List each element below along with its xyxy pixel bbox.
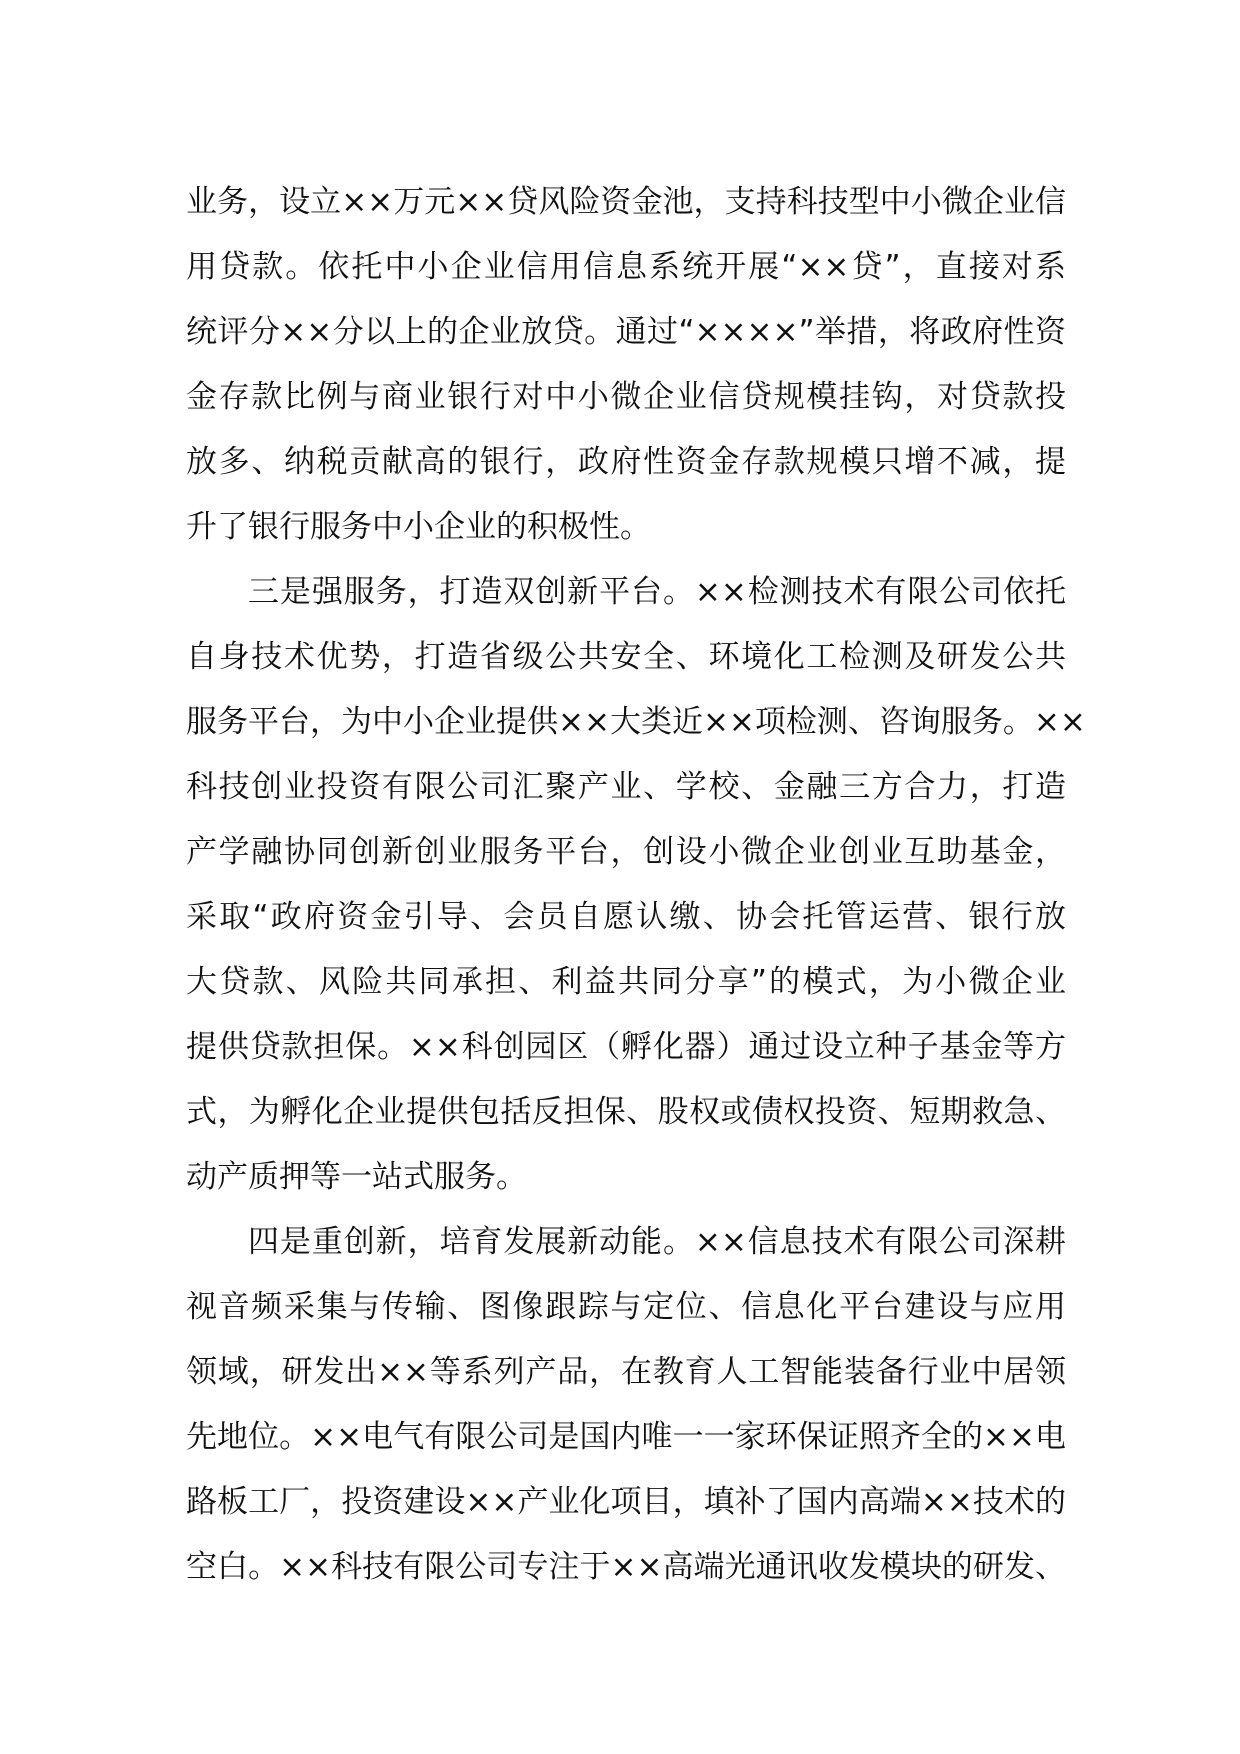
text-line: 动产质押等一站式服务。 bbox=[186, 1159, 527, 1195]
text-line: 业务，设立××万元××贷风险资金池，支持科技型中小微企业信 bbox=[186, 184, 1066, 220]
text-line: 金存款比例与商业银行对中小微企业信贷规模挂钩，对贷款投 bbox=[186, 379, 1066, 415]
paragraph-2 bbox=[186, 560, 1086, 1210]
text-line: 统评分××分以上的企业放贷。通过“××××”举措，将政府性资 bbox=[186, 314, 1066, 350]
text-line: 路板工厂，投资建设××产业化项目，填补了国内高端××技术的 bbox=[186, 1484, 1066, 1520]
text-line: 大贷款、风险共同承担、利益共同分享”的模式，为小微企业 bbox=[186, 964, 1066, 1000]
document-body bbox=[186, 170, 1086, 1600]
text-line: 四是重创新，培育发展新动能。××信息技术有限公司深耕 bbox=[248, 1224, 1066, 1260]
text-line: 式，为孵化企业提供包括反担保、股权或债权投资、短期救急、 bbox=[186, 1094, 1066, 1130]
text-line: 服务平台，为中小企业提供××大类近××项检测、咨询服务。×× bbox=[186, 704, 1086, 740]
text-line: 先地位。××电气有限公司是国内唯一一家环保证照齐全的××电 bbox=[186, 1419, 1066, 1455]
text-line: 产学融协同创新创业服务平台，创设小微企业创业互助基金， bbox=[186, 834, 1066, 870]
text-line: 升了银行服务中小企业的积极性。 bbox=[186, 509, 651, 545]
text-line: 用贷款。依托中小企业信用信息系统开展“××贷”，直接对系 bbox=[186, 249, 1066, 285]
text-line: 提供贷款担保。××科创园区（孵化器）通过设立种子基金等方 bbox=[186, 1029, 1066, 1065]
paragraph-3 bbox=[186, 1210, 1066, 1600]
text-line: 采取“政府资金引导、会员自愿认缴、协会托管运营、银行放 bbox=[186, 899, 1066, 935]
text-line: 领域，研发出××等系列产品，在教育人工智能装备行业中居领 bbox=[186, 1354, 1066, 1390]
text-line: 视音频采集与传输、图像跟踪与定位、信息化平台建设与应用 bbox=[186, 1289, 1066, 1325]
text-line: 自身技术优势，打造省级公共安全、环境化工检测及研发公共 bbox=[186, 639, 1066, 675]
text-line: 三是强服务，打造双创新平台。××检测技术有限公司依托 bbox=[248, 574, 1066, 610]
text-line: 空白。××科技有限公司专注于××高端光通讯收发模块的研发、 bbox=[186, 1549, 1066, 1585]
text-line: 放多、纳税贡献高的银行，政府性资金存款规模只增不减，提 bbox=[186, 444, 1066, 480]
paragraph-1 bbox=[186, 170, 1066, 560]
text-line: 科技创业投资有限公司汇聚产业、学校、金融三方合力，打造 bbox=[186, 769, 1066, 805]
